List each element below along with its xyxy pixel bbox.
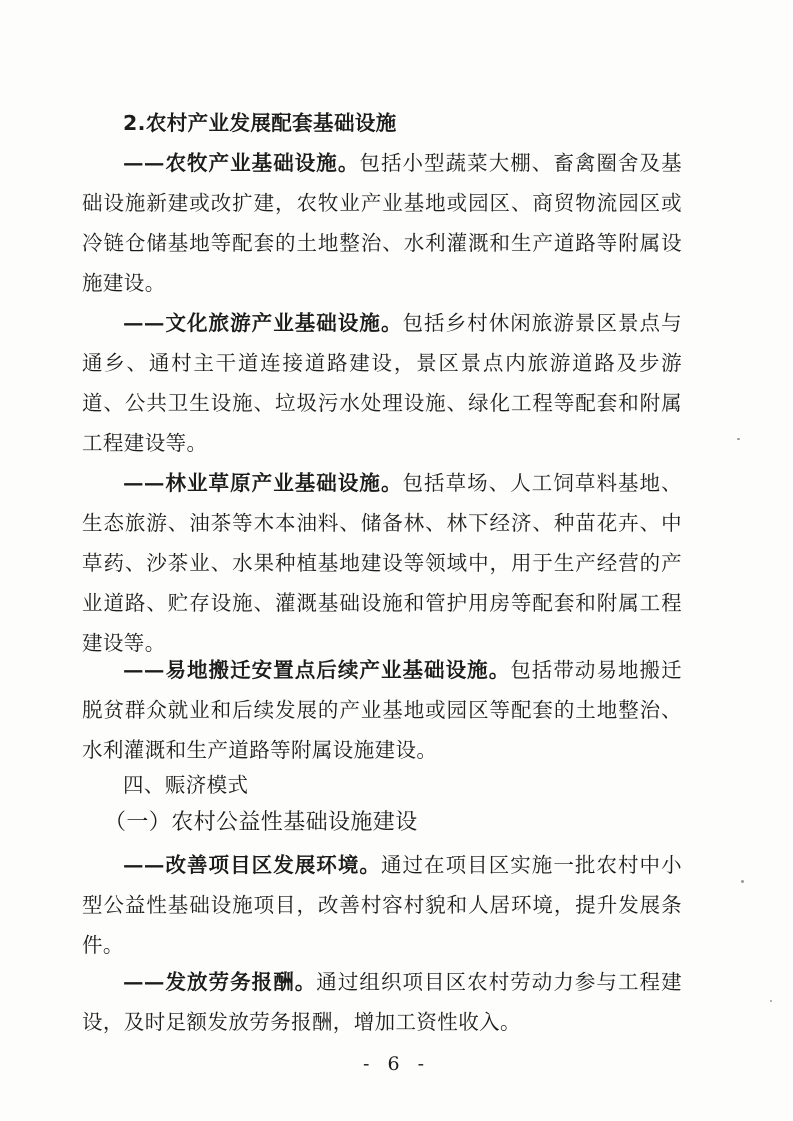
paragraph-tourism [82,303,682,463]
paragraph-lead: ——易地搬迁安置点后续产业基础设施。 [123,658,511,682]
chapter-heading [82,765,682,805]
scan-speck [737,438,740,440]
paragraph-lead: ——发放劳务报酬。 [123,970,317,994]
paragraph-relocation [82,650,682,770]
paragraph-agriculture [82,143,682,303]
paragraph-lead: ——林业草原产业基础设施。 [123,471,403,495]
paragraph-body: 通过组织项目区农村劳动力参与工程建设，及时足额发放劳务报酬，增加工资性收入。 [82,970,682,1034]
paragraph-environment [82,845,682,965]
paragraph-lead: ——文化旅游产业基础设施。 [123,311,403,335]
subheading [82,803,682,843]
page-number: - 6 - [362,1053,430,1075]
paragraph-lead: ——改善项目区发展环境。 [123,853,381,877]
paragraph-wages [82,962,682,1042]
paragraph-forestry [82,463,682,663]
scan-speck [770,1000,772,1002]
paragraph-body: 通过在项目区实施一批农村中小型公益性基础设施项目，改善村容村貌和人居环境，提升发展条件。 [82,853,682,957]
paragraph-lead: ——农牧产业基础设施。 [123,151,360,175]
chapter-heading-text: 四、赈济模式 [123,773,249,797]
section-heading-text: 2.农村产业发展配套基础设施 [123,111,397,135]
section-heading [82,103,682,143]
paragraph-body: 包括草场、人工饲草料基地、生态旅游、油茶等木本油料、储备林、林下经济、种苗花卉、中草药、沙茶业、水果种植基地建设等领域中，用于生产经营的产业道路、贮存设施、灌溉基础设施和管护用房等配套和附属工程建设等。 [82,471,682,655]
subheading-text: （一）农村公益性基础设施建设 [104,810,418,835]
paragraph-body: 包括带动易地搬迁脱贫群众就业和后续发展的产业基地或园区等配套的土地整治、水利灌溉和生产道路等附属设施建设。 [82,658,682,762]
paragraph-body: 包括乡村休闲旅游景区景点与通乡、通村主干道连接道路建设，景区景点内旅游道路及步游道、公共卫生设施、垃圾污水处理设施、绿化工程等配套和附属工程建设等。 [82,311,682,455]
paragraph-body: 包括小型蔬菜大棚、畜禽圈舍及基础设施新建或改扩建，农牧业产业基地或园区、商贸物流园区或冷链仓储基地等配套的土地整治、水利灌溉和生产道路等附属设施建设。 [82,151,683,295]
scan-speck [741,880,744,883]
